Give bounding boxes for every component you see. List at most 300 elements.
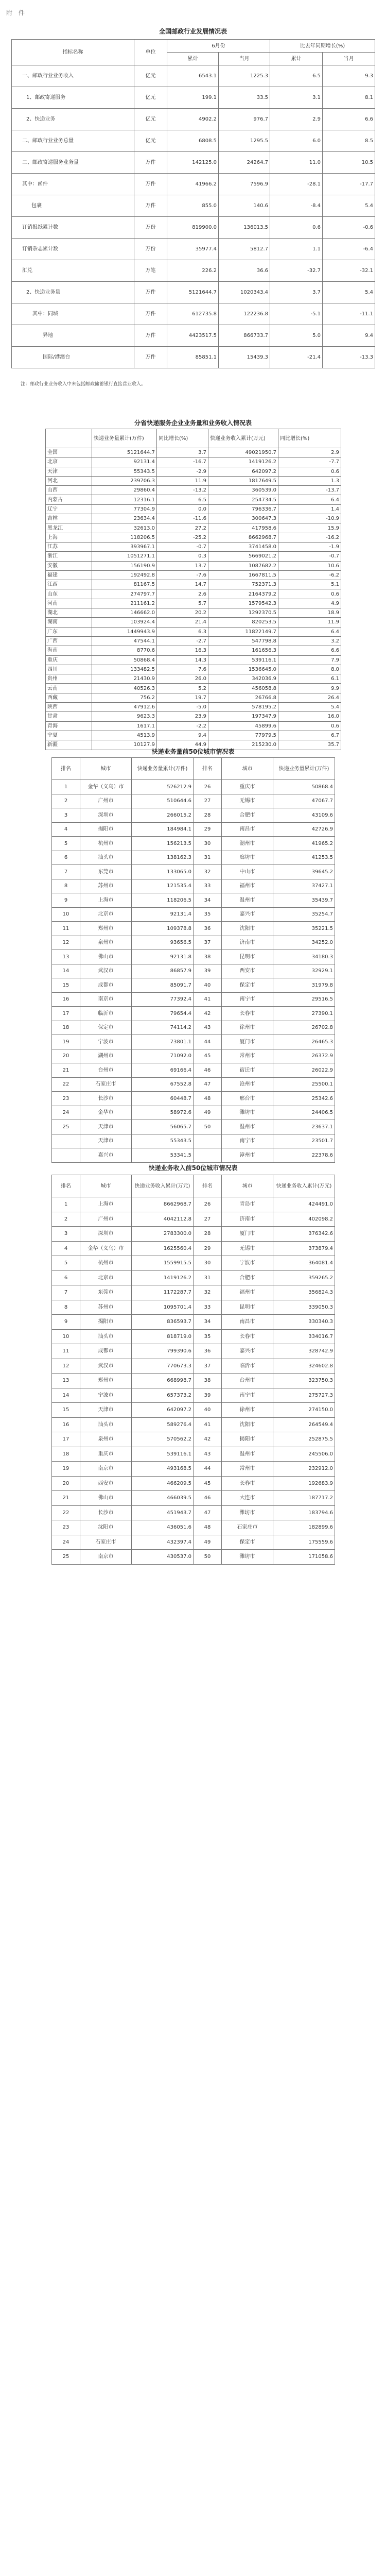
table-cell: -11.6 — [157, 514, 208, 523]
table-row — [46, 514, 341, 523]
table-cell: 26 — [194, 1197, 222, 1212]
table-cell: 亿元 — [134, 65, 167, 87]
table-cell: 77304.9 — [92, 504, 157, 514]
table-row — [46, 608, 341, 618]
table-cell: 21 — [52, 1063, 80, 1078]
table-row — [52, 1374, 335, 1388]
table-row — [46, 684, 341, 693]
table-cell: 沈阳市 — [222, 1417, 273, 1432]
table-cell: 86857.9 — [132, 964, 194, 978]
table-cell: 6.1 — [278, 674, 341, 684]
industry-overview-table — [11, 39, 375, 368]
table-cell: 4513.9 — [92, 731, 157, 740]
table-cell: 石家庄市 — [222, 1520, 273, 1535]
table-cell: 39 — [194, 1388, 222, 1403]
table-row — [52, 1505, 335, 1520]
table-cell: 常州市 — [222, 1462, 273, 1477]
table-cell: 14.3 — [157, 655, 208, 665]
table-cell: 29516.5 — [273, 992, 335, 1007]
table-cell: 沧州市 — [222, 1077, 273, 1092]
table-cell: 254734.5 — [208, 495, 278, 504]
table-cell: 当月 — [323, 53, 375, 65]
table-cell: 1292370.5 — [208, 608, 278, 618]
table-cell: -7.6 — [157, 570, 208, 580]
table-cell: 南京市 — [80, 1462, 132, 1477]
table-cell: 35439.7 — [273, 893, 335, 908]
table-cell: 46 — [194, 1491, 222, 1506]
table-row — [52, 950, 335, 964]
table-cell: 32 — [194, 865, 222, 879]
table-cell: 15439.3 — [219, 347, 270, 368]
table-row — [52, 837, 335, 851]
table-cell: 35254.7 — [273, 907, 335, 922]
table-cell: 756.2 — [92, 693, 157, 702]
table-cell: 171058.6 — [273, 1550, 335, 1565]
table-cell: -32.1 — [323, 260, 375, 282]
table-cell: 亿元 — [134, 130, 167, 152]
table-row — [52, 1550, 335, 1565]
table-cell: 466039.5 — [132, 1491, 194, 1506]
table-cell: 万件 — [134, 303, 167, 325]
table-cell: 41 — [194, 992, 222, 1007]
table-row — [52, 1535, 335, 1550]
table-cell: 山东 — [46, 589, 92, 599]
table-cell: 二、邮政寄递服务业务量 — [12, 152, 134, 174]
table-cell: 22378.6 — [273, 1148, 335, 1163]
table-cell: 92131.4 — [92, 457, 157, 467]
table-cell: 9.4 — [157, 731, 208, 740]
table-cell: 常州市 — [222, 1049, 273, 1063]
table-cell: 40 — [194, 978, 222, 993]
table-row — [52, 922, 335, 936]
table-cell: 33.5 — [219, 87, 270, 109]
table-cell: 9.4 — [323, 325, 375, 347]
table-cell: 42726.9 — [273, 822, 335, 837]
table-cell: 泉州市 — [80, 936, 132, 950]
table-row — [46, 627, 341, 636]
table-cell: 10 — [52, 1329, 80, 1344]
table-cell: 济南市 — [222, 1212, 273, 1227]
table-cell: 临沂市 — [80, 1007, 132, 1021]
table-cell: 142125.0 — [167, 152, 219, 174]
table-row — [46, 495, 341, 504]
table-cell: 657373.2 — [132, 1388, 194, 1403]
table-cell: 73801.1 — [132, 1035, 194, 1049]
table-cell: 26 — [194, 780, 222, 794]
table-cell: 25 — [52, 1550, 80, 1565]
table-cell: 快递业务收入累计(万元) — [208, 429, 278, 448]
table-row — [52, 1315, 335, 1330]
table-cell: 1095701.4 — [132, 1300, 194, 1315]
table-cell: 466209.5 — [132, 1476, 194, 1491]
table-cell: 9.9 — [278, 684, 341, 693]
table4-title: 快递业务收入前50位城市情况表 — [148, 1164, 238, 1172]
table-row — [46, 599, 341, 608]
table-cell: 56065.7 — [132, 1120, 194, 1134]
table-cell: 432397.4 — [132, 1535, 194, 1550]
table-cell: 33 — [194, 879, 222, 893]
table-cell: 60448.7 — [132, 1092, 194, 1106]
table-cell: -13.2 — [157, 486, 208, 495]
table-cell: 67552.8 — [132, 1077, 194, 1092]
table-cell: 城市 — [222, 758, 273, 780]
table-cell: 417958.6 — [208, 523, 278, 533]
table-cell: 43109.6 — [273, 808, 335, 823]
table-cell: 20 — [52, 1476, 80, 1491]
table-cell: 85851.1 — [167, 347, 219, 368]
table-cell — [194, 1148, 222, 1163]
table-row — [46, 674, 341, 684]
table-cell: 4902.2 — [167, 109, 219, 130]
table-row — [12, 325, 375, 347]
table-cell: 156213.5 — [132, 837, 194, 851]
table-cell: 石家庄市 — [80, 1077, 132, 1092]
table-cell: 异地 — [12, 325, 134, 347]
table-cell: 郑州市 — [80, 1374, 132, 1388]
table-row — [52, 1300, 335, 1315]
table-cell: 118206.5 — [132, 893, 194, 908]
table-cell: 1172287.7 — [132, 1285, 194, 1300]
table-cell: 石家庄市 — [80, 1535, 132, 1550]
table-row — [52, 1432, 335, 1447]
table-cell: 402098.2 — [273, 1212, 335, 1227]
table-cell: 合肥市 — [222, 808, 273, 823]
table-cell: 0.3 — [157, 552, 208, 561]
table-cell: 2、快递业务量 — [12, 282, 134, 303]
table-cell: 6.4 — [278, 627, 341, 636]
table-cell: 排名 — [194, 1175, 222, 1197]
table-cell: 东莞市 — [80, 1285, 132, 1300]
table-cell: 长沙市 — [80, 1092, 132, 1106]
table-cell: 34 — [194, 893, 222, 908]
table-cell: 宁波市 — [80, 1035, 132, 1049]
table-cell: 南昌市 — [222, 1315, 273, 1330]
table-cell: 199.1 — [167, 87, 219, 109]
table-cell: 836593.7 — [132, 1315, 194, 1330]
table-cell: 8662968.7 — [132, 1197, 194, 1212]
table-cell: 49 — [194, 1106, 222, 1120]
table1-footnote: 注：邮政行业业务收入中未包括邮政储蓄银行直接营业收入。 — [21, 382, 146, 387]
table-cell: 976.7 — [219, 109, 270, 130]
table-cell: 79654.4 — [132, 1007, 194, 1021]
table-cell: 430537.0 — [132, 1550, 194, 1565]
table-cell: 城市 — [80, 758, 132, 780]
table-cell: 东莞市 — [80, 865, 132, 879]
table-cell: 47912.6 — [92, 703, 157, 712]
table-cell: 642097.2 — [208, 467, 278, 476]
table-cell: 西安市 — [80, 1476, 132, 1491]
table-cell: 818719.0 — [132, 1329, 194, 1344]
table-cell: 510644.6 — [132, 794, 194, 808]
table-cell: 55343.5 — [132, 1134, 194, 1148]
table-cell: 23.9 — [157, 712, 208, 721]
table-cell: 15 — [52, 1403, 80, 1418]
table-cell: 40526.3 — [92, 684, 157, 693]
table-cell: 内蒙古 — [46, 495, 92, 504]
table-cell: 31 — [194, 1270, 222, 1285]
table-cell: 3741458.0 — [208, 542, 278, 551]
table-cell: 21 — [52, 1491, 80, 1506]
table-cell: 西藏 — [46, 693, 92, 702]
table-cell: 陕西 — [46, 703, 92, 712]
table-row — [52, 1344, 335, 1359]
table-cell: 河北 — [46, 476, 92, 485]
table-cell: 9 — [52, 893, 80, 908]
table-cell: -2.2 — [157, 721, 208, 731]
table-row — [52, 992, 335, 1007]
table-cell: 32 — [194, 1285, 222, 1300]
table-cell: 44 — [194, 1462, 222, 1477]
table-cell: 187717.2 — [273, 1491, 335, 1506]
table-cell: 天津市 — [80, 1120, 132, 1134]
table-cell: 南昌市 — [222, 822, 273, 837]
table-cell: 819900.0 — [167, 217, 219, 239]
table-cell: 44 — [194, 1035, 222, 1049]
table-cell: 金华市 — [80, 1106, 132, 1120]
table-cell: 211161.2 — [92, 599, 157, 608]
table-cell: 37 — [194, 1359, 222, 1374]
table-cell: 3.7 — [157, 448, 208, 457]
table-row — [52, 1227, 335, 1242]
table-cell: 50 — [194, 1120, 222, 1134]
table-row — [52, 1270, 335, 1285]
table-cell: 长春市 — [222, 1476, 273, 1491]
table-cell: 安徽 — [46, 561, 92, 570]
table-cell: 2 — [52, 794, 80, 808]
table-row — [52, 1462, 335, 1477]
table-cell: 10 — [52, 907, 80, 922]
table-row — [46, 665, 341, 674]
table-cell: 1817649.5 — [208, 476, 278, 485]
table-cell: 10.5 — [323, 152, 375, 174]
table-row — [12, 174, 375, 195]
table-cell: 其中：同城 — [12, 303, 134, 325]
table-cell: 47067.7 — [273, 794, 335, 808]
table-cell: 239706.3 — [92, 476, 157, 485]
table-cell: 58972.6 — [132, 1106, 194, 1120]
table-cell: 22 — [52, 1505, 80, 1520]
table-cell: 11 — [52, 1344, 80, 1359]
table-cell: 27.2 — [157, 523, 208, 533]
table-cell: 辽宁 — [46, 504, 92, 514]
table-cell: 1295.5 — [219, 130, 270, 152]
table-cell: 121535.4 — [132, 879, 194, 893]
table-cell: 浙江 — [46, 552, 92, 561]
table-cell: 29 — [194, 822, 222, 837]
table-cell: 1087682.2 — [208, 561, 278, 570]
table-cell: 50 — [194, 1550, 222, 1565]
table-cell: 6.5 — [157, 495, 208, 504]
attachment-label: 附 件 — [6, 9, 25, 16]
table-cell: 24 — [52, 1106, 80, 1120]
table-cell: 5.2 — [157, 684, 208, 693]
table-cell: 2783300.0 — [132, 1227, 194, 1242]
table-cell: 19 — [52, 1462, 80, 1477]
table-cell: 5121644.7 — [167, 282, 219, 303]
table-cell: 保定市 — [222, 1535, 273, 1550]
table-cell: 14.7 — [157, 580, 208, 589]
table-cell: -0.6 — [323, 217, 375, 239]
table-cell: 10127.9 — [92, 740, 157, 750]
table-cell: 0.6 — [278, 467, 341, 476]
table-cell: 25 — [52, 1120, 80, 1134]
table-cell: 北京市 — [80, 907, 132, 922]
table-cell: 4.9 — [278, 599, 341, 608]
table-cell — [52, 1134, 80, 1148]
table-cell: 福建 — [46, 570, 92, 580]
table-cell: 1.4 — [278, 504, 341, 514]
table-cell: 订销报纸累计数 — [12, 217, 134, 239]
table-cell: 424491.0 — [273, 1197, 335, 1212]
table-cell: 湖南 — [46, 618, 92, 627]
table-cell: 排名 — [52, 1175, 80, 1197]
table-cell: 亿元 — [134, 87, 167, 109]
table-cell: -16.7 — [157, 457, 208, 467]
table-cell: 6808.5 — [167, 130, 219, 152]
table-cell: 5121644.7 — [92, 448, 157, 457]
table-cell: 182899.6 — [273, 1520, 335, 1535]
table-cell: 799390.6 — [132, 1344, 194, 1359]
table-row — [52, 1049, 335, 1063]
table-cell: 136013.5 — [219, 217, 270, 239]
table-cell: 161656.3 — [208, 646, 278, 655]
table-cell: 5 — [52, 1256, 80, 1271]
table-row — [52, 1241, 335, 1256]
table-cell: 快递业务量累计(万件) — [92, 429, 157, 448]
table-cell: 47544.1 — [92, 636, 157, 646]
table-cell: 台州市 — [80, 1063, 132, 1078]
table-cell: 31 — [194, 851, 222, 865]
table-cell: 49 — [194, 1535, 222, 1550]
table-cell: 沈阳市 — [222, 922, 273, 936]
table-row — [12, 282, 375, 303]
table-cell: 南京市 — [80, 1550, 132, 1565]
table-cell: 18.9 — [278, 608, 341, 618]
table-cell: 二、邮政行业业务总量 — [12, 130, 134, 152]
table-header-row — [52, 1175, 335, 1197]
table-row — [46, 542, 341, 551]
table-cell: 356824.3 — [273, 1285, 335, 1300]
table-cell: 29860.4 — [92, 486, 157, 495]
table-cell: 41253.5 — [273, 851, 335, 865]
table-cell: 5.7 — [157, 599, 208, 608]
table-cell: 360539.0 — [208, 486, 278, 495]
table-cell: 436051.6 — [132, 1520, 194, 1535]
table-cell: 41966.2 — [167, 174, 219, 195]
table-cell: 7 — [52, 1285, 80, 1300]
table-cell: -21.4 — [270, 347, 323, 368]
table-cell: 612735.8 — [167, 303, 219, 325]
table-cell: 上海 — [46, 533, 92, 542]
table-cell: 1051271.1 — [92, 552, 157, 561]
table-cell: 合肥市 — [222, 1270, 273, 1285]
table-cell: 71092.0 — [132, 1049, 194, 1063]
table-cell: 19.7 — [157, 693, 208, 702]
table-row — [52, 1329, 335, 1344]
table-cell: -1.9 — [278, 542, 341, 551]
table-cell: 嘉兴市 — [222, 907, 273, 922]
table-cell: -2.7 — [157, 636, 208, 646]
table-cell: 重庆市 — [222, 780, 273, 794]
table-cell: 5669021.2 — [208, 552, 278, 561]
table-cell: 金华（义乌）市 — [80, 1241, 132, 1256]
table-row — [46, 486, 341, 495]
table-cell: -8.4 — [270, 195, 323, 217]
table-cell: 9623.3 — [92, 712, 157, 721]
table-cell: 36 — [194, 922, 222, 936]
table-cell: 比去年同期增长(%) — [270, 40, 375, 53]
table-cell: 潍坊市 — [222, 1505, 273, 1520]
table-cell: 南宁市 — [222, 1134, 273, 1148]
table-cell: 武汉市 — [80, 1359, 132, 1374]
table-cell: 23 — [52, 1520, 80, 1535]
table-cell: 38 — [194, 950, 222, 964]
table-cell: 排名 — [52, 758, 80, 780]
table-cell: 48 — [194, 1092, 222, 1106]
table-row — [46, 580, 341, 589]
table-row — [52, 780, 335, 794]
table-cell: 天津市 — [80, 1403, 132, 1418]
table-cell: 宁波市 — [80, 1388, 132, 1403]
table-cell: 6.3 — [157, 627, 208, 636]
table-cell: 133065.0 — [132, 865, 194, 879]
table-cell: 上海市 — [80, 893, 132, 908]
table-cell: 15 — [52, 978, 80, 993]
table-cell: 42 — [194, 1432, 222, 1447]
table-cell: 11.9 — [278, 618, 341, 627]
table-cell: 排名 — [194, 758, 222, 780]
table-cell: 393967.1 — [92, 542, 157, 551]
table-cell: 133482.5 — [92, 665, 157, 674]
table-cell: 77979.5 — [208, 731, 278, 740]
table-cell: 41965.2 — [273, 837, 335, 851]
table-cell: -2.9 — [157, 467, 208, 476]
table-cell: 1449943.9 — [92, 627, 157, 636]
table-cell: 1 — [52, 780, 80, 794]
table-cell: 2 — [52, 1212, 80, 1227]
table-cell: 黑龙江 — [46, 523, 92, 533]
table-cell: 26372.9 — [273, 1049, 335, 1063]
table-cell: 49021950.7 — [208, 448, 278, 457]
table-cell: 855.0 — [167, 195, 219, 217]
table-cell: 21430.9 — [92, 674, 157, 684]
table-cell: 1559915.5 — [132, 1256, 194, 1271]
table-cell: 6.7 — [278, 731, 341, 740]
table-cell: 邢台市 — [222, 1092, 273, 1106]
table-cell: 国际/港澳台 — [12, 347, 134, 368]
table-cell: 539116.1 — [208, 655, 278, 665]
table-row — [46, 712, 341, 721]
table-row — [46, 561, 341, 570]
table-cell: 沈阳市 — [80, 1520, 132, 1535]
table-cell: 526212.9 — [132, 780, 194, 794]
table-cell — [194, 1134, 222, 1148]
table-cell: 578195.2 — [208, 703, 278, 712]
table-cell: 103924.4 — [92, 618, 157, 627]
table-cell: 13 — [52, 950, 80, 964]
table-cell: 37427.1 — [273, 879, 335, 893]
table-cell: 12 — [52, 1359, 80, 1374]
table-cell: 宿迁市 — [222, 1063, 273, 1078]
table-cell: 8 — [52, 1300, 80, 1315]
table-cell: 无锡市 — [222, 794, 273, 808]
table-cell: 275727.3 — [273, 1388, 335, 1403]
table-row — [52, 1359, 335, 1374]
table-cell: 14 — [52, 964, 80, 978]
table-row — [46, 693, 341, 702]
table-cell: 7.9 — [278, 655, 341, 665]
table-row — [52, 1120, 335, 1134]
